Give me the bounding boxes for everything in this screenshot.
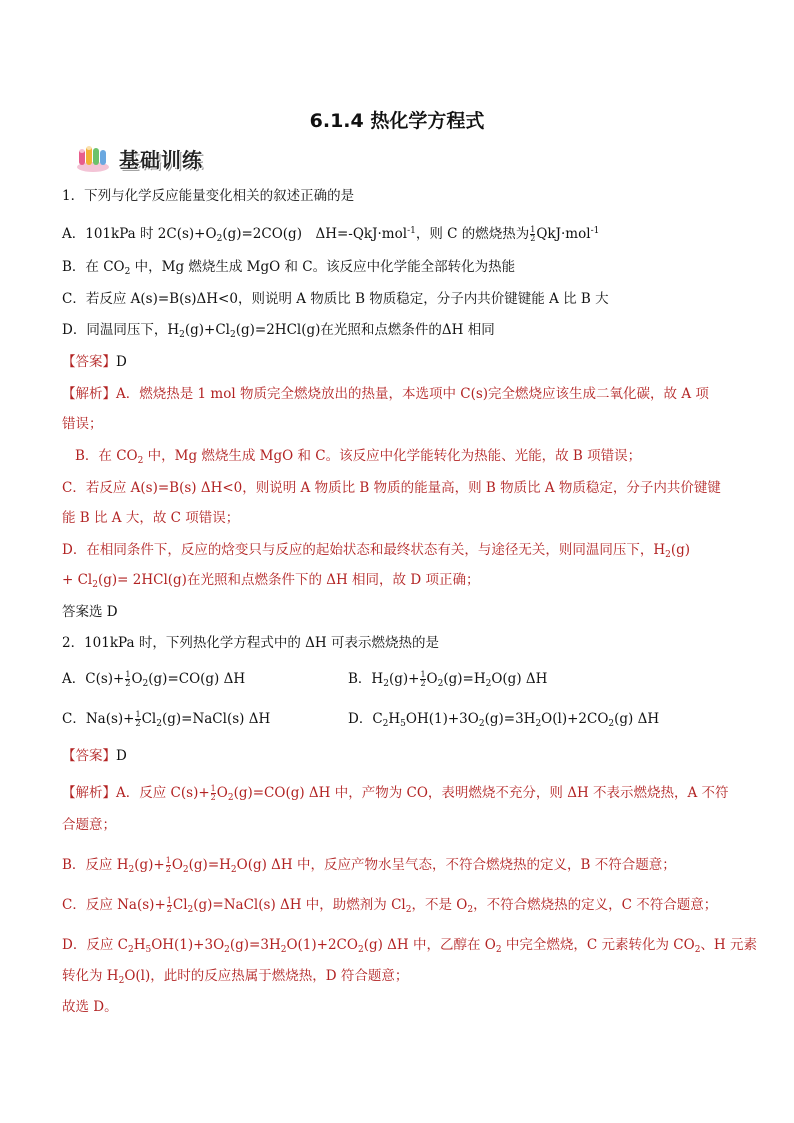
q1-explanation-c-cont: 能 B 比 A 大，故 C 项错误； [62,510,240,526]
q1-option-d: D．同温同压下，$H_2(g)+Cl_2(g)=2HCl(g)$在光照和点燃条件的ΔH 相同 [62,322,495,340]
q1-final-answer: 答案选 D [62,604,118,620]
q2-option-b: B．$H_2(g)+$ $\frac{1}{2}$ $O_2(g)=H_2O(g)$ ΔH [348,670,548,689]
q1-explanation-b: B．在 $CO_2$ 中，Mg 燃烧生成 MgO 和 C。该反应中化学能转化为热能、光能，故 B 项错误； [75,448,642,466]
section-banner [75,143,203,173]
q1-option-a: A．101kPa 时 $2C(s)+O_2(g)=2CO(g)$ ΔH=-QkJ·mol$^{-1}$，则 C 的燃烧热为 $\frac{1}{2}$ QkJ·mol$^{-1}$ [62,225,600,244]
q2-explanation-d: D．反应 $C_2H_5OH(1)+3O_2(g)=3H_2O(1)+2CO_2(g)$ ΔH 中，乙醇在 $O_2$ 中完全燃烧，C 元素转化为 $CO_2$、H 元素 [62,937,757,955]
q1-option-c: C．若反应 A(s)=B(s)ΔH<0，则说明 A 物质比 B 物质稳定，分子内共价键键能 A 比 B 大 [62,291,609,307]
q1-explanation-a: 【解析】A．燃烧热是 1 mol 物质完全燃烧放出的热量，本选项中 C(s)完全燃烧应该生成二氧化碳，故 A 项 [62,386,709,402]
q2-final-answer: 故选 D。 [62,999,118,1015]
section-label: 基础训练 [119,147,203,172]
q2-answer: 【答案】D [62,748,127,764]
q2-option-a: A．C(s)+ $\frac{1}{2}$ $O_2(g)=CO(g)$ ΔH [62,670,246,689]
q1-option-b: B．在 $CO_2$ 中，Mg 燃烧生成 MgO 和 C。该反应中化学能全部转化为热能 [62,259,516,277]
q2-explanation-d-cont: 转化为 $H_2O(l)$，此时的反应热属于燃烧热，D 符合题意； [62,968,409,986]
q1-explanation-d: D．在相同条件下，反应的焓变只与反应的起始状态和最终状态有关，与途径无关，则同温同压下，$H_2(g)$ [62,542,691,560]
page-title: 6.1.4 热化学方程式 [309,110,485,132]
q1-explanation-a-cont: 错误； [62,416,103,432]
q2-explanation-a: 【解析】A．反应 C(s)+ $\frac{1}{2}$ $O_2(g)=CO(g)$ ΔH 中，产物为 CO，表明燃烧不充分，则 ΔH 不表示燃烧热，A 不符 [62,784,729,803]
q2-explanation-b: B．反应 $H_2(g)+$ $\frac{1}{2}$ $O_2(g)=H_2O(g)$ ΔH 中，反应产物水呈气态，不符合燃烧热的定义，B 不符合题意； [62,856,676,875]
q2-stem: 2．101kPa 时，下列热化学方程式中的 ΔH 可表示燃烧热的是 [62,635,439,651]
q1-answer: 【答案】D [62,354,127,370]
q2-option-d: D．$C_2H_5OH(1)+3O_2(g)=3H_2O(l)+2CO_2(g)$ ΔH [348,711,660,729]
pencils-icon [75,143,111,173]
q1-explanation-d-cont: + $Cl_2(g)= 2HCl(g)$在光照和点燃条件下的 ΔH 相同，故 D 项正确； [62,572,480,590]
q2-option-c: C．Na(s)+ $\frac{1}{2}$ $Cl_2(g)=NaCl(s)$ ΔH [62,710,271,729]
q1-explanation-c: C．若反应 A(s)=B(s) ΔH<0，则说明 A 物质比 B 物质的能量高，则 B 物质比 A 物质稳定，分子内共价键键 [62,480,721,496]
q2-explanation-a-cont: 合题意； [62,817,116,833]
q1-stem: 1．下列与化学反应能量变化相关的叙述正确的是 [62,188,355,204]
q2-explanation-c: C．反应 Na(s)+ $\frac{1}{2}$ $Cl_2(g)=NaCl(s)$ ΔH 中，助燃剂为 $Cl_2$，不是 $O_2$，不符合燃烧热的定义，C 不符合题意； [62,896,718,915]
